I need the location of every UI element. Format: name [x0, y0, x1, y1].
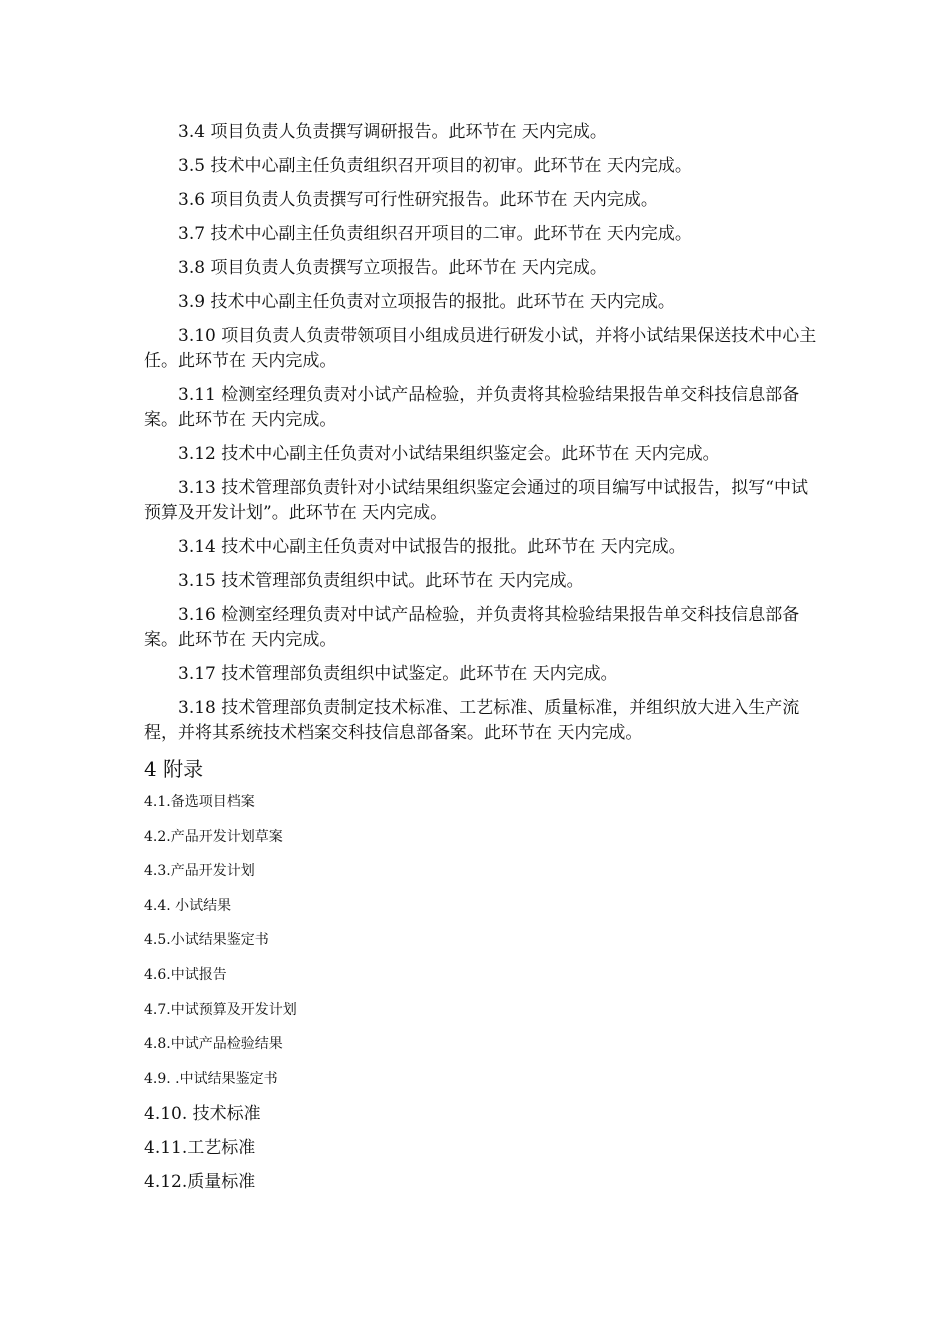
paragraph-3-17: 3.17 技术管理部负责组织中试鉴定。此环节在 天内完成。	[178, 664, 618, 684]
appendix-item-4-10: 4.10. 技术标准	[144, 1104, 261, 1125]
appendix-item-4-2: 4.2.产品开发计划草案	[144, 828, 283, 845]
appendix-heading: 4 附录	[144, 757, 204, 781]
appendix-item-4-5: 4.5.小试结果鉴定书	[144, 932, 269, 949]
paragraph-3-9: 3.9 技术中心副主任负责对立项报告的报批。此环节在 天内完成。	[178, 292, 675, 312]
paragraph-3-12: 3.12 技术中心副主任负责对小试结果组织鉴定会。此环节在 天内完成。	[178, 444, 720, 464]
appendix-item-4-7: 4.7.中试预算及开发计划	[144, 1001, 297, 1018]
appendix-item-4-6: 4.6.中试报告	[144, 966, 227, 983]
paragraph-3-8: 3.8 项目负责人负责撰写立项报告。此环节在 天内完成。	[178, 258, 607, 278]
paragraph-3-16: 3.16 检测室经理负责对中试产品检验，并负责将其检验结果报告单交科技信息部备案。此环节在 天内完成。	[144, 605, 800, 650]
paragraph-3-13: 3.13 技术管理部负责针对小试结果组织鉴定会通过的项目编写中试报告，拟写“中试预算及开发计划”。此环节在 天内完成。	[144, 478, 808, 523]
paragraph-3-18: 3.18 技术管理部负责制定技术标准、工艺标准、质量标准，并组织放大进入生产流程，并将其系统技术档案交科技信息部备案。此环节在 天内完成。	[144, 698, 800, 743]
paragraph-3-4: 3.4 项目负责人负责撰写调研报告。此环节在 天内完成。	[178, 122, 607, 142]
appendix-item-4-12: 4.12.质量标准	[144, 1172, 256, 1193]
appendix-item-4-1: 4.1.备选项目档案	[144, 794, 255, 810]
appendix-item-4-3: 4.3.产品开发计划	[144, 863, 255, 880]
appendix-item-4-11: 4.11.工艺标准	[144, 1138, 256, 1159]
paragraph-3-10: 3.10 项目负责人负责带领项目小组成员进行研发小试，并将小试结果保送技术中心主任。此环节在 天内完成。	[144, 326, 817, 371]
appendix-item-4-8: 4.8.中试产品检验结果	[144, 1036, 283, 1053]
paragraph-3-6: 3.6 项目负责人负责撰写可行性研究报告。此环节在 天内完成。	[178, 190, 658, 210]
paragraph-3-5: 3.5 技术中心副主任负责组织召开项目的初审。此环节在 天内完成。	[178, 156, 692, 176]
document-body	[144, 120, 824, 1204]
paragraph-3-15: 3.15 技术管理部负责组织中试。此环节在 天内完成。	[178, 571, 584, 591]
appendix-item-4-4: 4.4. 小试结果	[144, 897, 232, 914]
appendix-item-4-9: 4.9. .中试结果鉴定书	[144, 1070, 278, 1087]
paragraph-3-14: 3.14 技术中心副主任负责对中试报告的报批。此环节在 天内完成。	[178, 537, 686, 557]
paragraph-3-11: 3.11 检测室经理负责对小试产品检验，并负责将其检验结果报告单交科技信息部备案。此环节在 天内完成。	[144, 385, 800, 430]
paragraph-3-7: 3.7 技术中心副主任负责组织召开项目的二审。此环节在 天内完成。	[178, 224, 692, 244]
